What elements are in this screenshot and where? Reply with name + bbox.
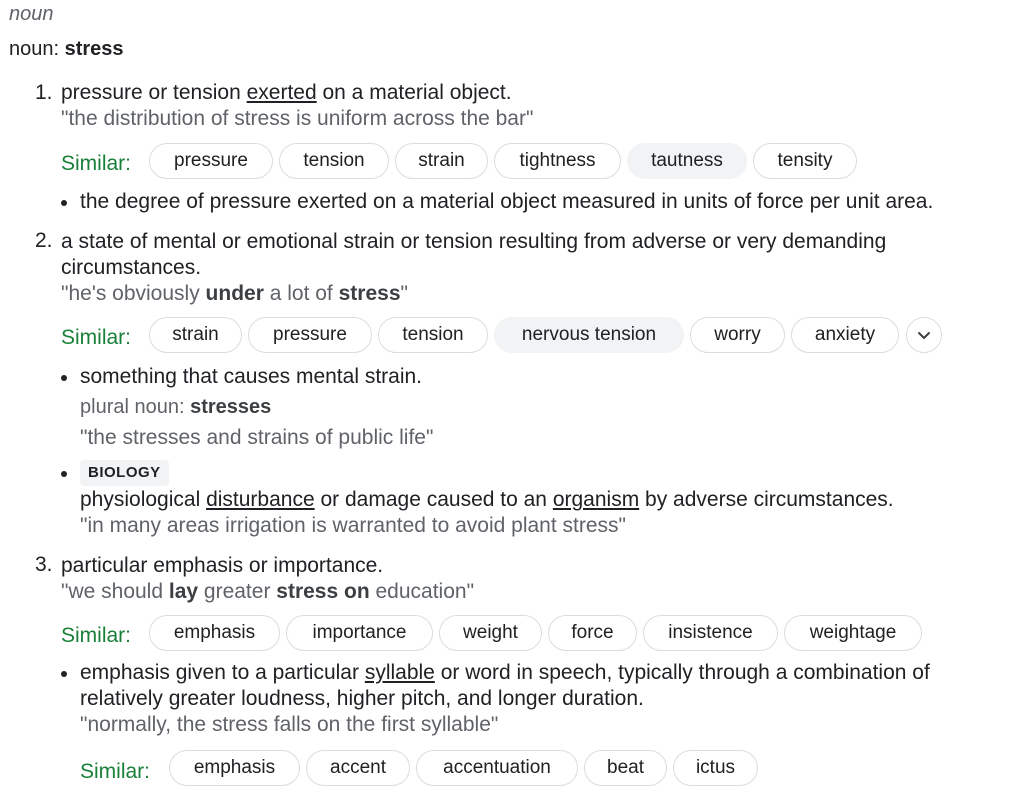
synonym-chip[interactable]: accentuation xyxy=(416,750,578,786)
synonym-chip[interactable]: tension xyxy=(279,143,389,179)
sense-2-definition-line1: a state of mental or emotional strain or tension resulting from adverse or very demanding xyxy=(61,230,887,253)
similar-label: Similar: xyxy=(61,326,132,349)
bullet xyxy=(61,375,67,381)
synonym-chip[interactable]: weightage xyxy=(784,615,922,651)
example-emphasis: lay xyxy=(168,580,199,603)
similar-label: Similar: xyxy=(61,624,132,647)
sense-1-example: "the distribution of stress is uniform across the bar" xyxy=(61,107,534,130)
word-link-syllable[interactable]: syllable xyxy=(364,661,435,684)
definition-text: physiological xyxy=(80,488,207,511)
subsense-definition-line2: relatively greater loudness, higher pitch, and longer duration. xyxy=(80,687,644,710)
synonym-chip[interactable]: pressure xyxy=(248,317,372,353)
subsense-definition: the degree of pressure exerted on a material object measured in units of force per unit area. xyxy=(80,190,934,213)
definition-text: or damage caused to an xyxy=(314,488,553,511)
definition-text: emphasis given to a particular xyxy=(80,661,365,684)
example-text: greater xyxy=(198,580,277,603)
part-of-speech: noun xyxy=(9,3,54,25)
sense-number: 1. xyxy=(35,81,53,104)
subsense-example: "normally, the stress falls on the first syllable" xyxy=(80,713,499,736)
synonym-chip[interactable]: importance xyxy=(286,615,433,651)
example-text: education" xyxy=(369,580,475,603)
synonym-chip[interactable]: tensity xyxy=(753,143,857,179)
example-text: "he's obviously xyxy=(61,282,206,305)
sense-1-definition xyxy=(61,80,512,106)
sense-3-example xyxy=(61,579,474,605)
similar-label: Similar: xyxy=(80,760,151,783)
synonym-chip[interactable]: tautness xyxy=(627,143,747,179)
subsense-definition xyxy=(80,487,894,513)
sense-number: 3. xyxy=(35,553,53,576)
subsense-example: "in many areas irrigation is warranted to avoid plant stress" xyxy=(80,514,626,537)
word-link-exerted[interactable]: exerted xyxy=(246,81,317,104)
example-text: "we should xyxy=(61,580,169,603)
synonym-chip[interactable]: tension xyxy=(378,317,488,353)
headword-line xyxy=(9,38,124,61)
headword: stress xyxy=(64,38,124,60)
synonym-chip[interactable]: worry xyxy=(690,317,785,353)
plural-word: stresses xyxy=(190,396,272,418)
synonym-chip[interactable]: weight xyxy=(439,615,542,651)
subsense-definition-line1 xyxy=(80,660,930,686)
definition-text: or word in speech, typically through a combination of xyxy=(434,661,930,684)
subsense-example: "the stresses and strains of public life" xyxy=(80,426,434,449)
chevron-down-icon xyxy=(916,327,932,343)
bullet xyxy=(61,671,67,677)
definition-text: by adverse circumstances. xyxy=(639,488,894,511)
example-text: " xyxy=(400,282,408,305)
word-link-disturbance[interactable]: disturbance xyxy=(206,488,315,511)
synonym-chip[interactable]: strain xyxy=(149,317,242,353)
example-emphasis: under xyxy=(205,282,264,305)
sense-2-example xyxy=(61,281,408,307)
synonym-chip[interactable]: force xyxy=(548,615,637,651)
example-emphasis: stress xyxy=(338,282,401,305)
synonym-chip[interactable]: anxiety xyxy=(791,317,899,353)
sense-number: 2. xyxy=(35,229,53,252)
synonym-chip[interactable]: emphasis xyxy=(169,750,300,786)
sense-3-definition: particular emphasis or importance. xyxy=(61,554,384,577)
definition-text: on a material object. xyxy=(316,81,512,104)
word-link-organism[interactable]: organism xyxy=(552,488,640,511)
example-text: a lot of xyxy=(263,282,339,305)
synonym-chip[interactable]: pressure xyxy=(149,143,273,179)
similar-label: Similar: xyxy=(61,152,132,175)
sense-2-definition-line2: circumstances. xyxy=(61,256,202,279)
bullet xyxy=(61,200,67,206)
synonym-chip[interactable]: accent xyxy=(306,750,410,786)
expand-synonyms-button[interactable] xyxy=(906,317,942,353)
synonym-chip[interactable]: nervous tension xyxy=(494,317,684,353)
subsense-definition: something that causes mental strain. xyxy=(80,365,423,388)
bullet xyxy=(61,471,67,477)
synonym-chip[interactable]: emphasis xyxy=(149,615,280,651)
plural-form xyxy=(80,396,271,419)
synonym-chip[interactable]: insistence xyxy=(643,615,778,651)
definition-text: pressure or tension xyxy=(61,81,247,104)
synonym-chip[interactable]: beat xyxy=(584,750,667,786)
domain-label: BIOLOGY xyxy=(80,460,169,486)
plural-label: plural noun: xyxy=(80,396,191,418)
synonym-chip[interactable]: tightness xyxy=(494,143,621,179)
synonym-chip[interactable]: strain xyxy=(395,143,488,179)
synonym-chip[interactable]: ictus xyxy=(673,750,758,786)
example-emphasis: stress on xyxy=(276,580,370,603)
headword-prefix: noun: xyxy=(9,38,65,60)
